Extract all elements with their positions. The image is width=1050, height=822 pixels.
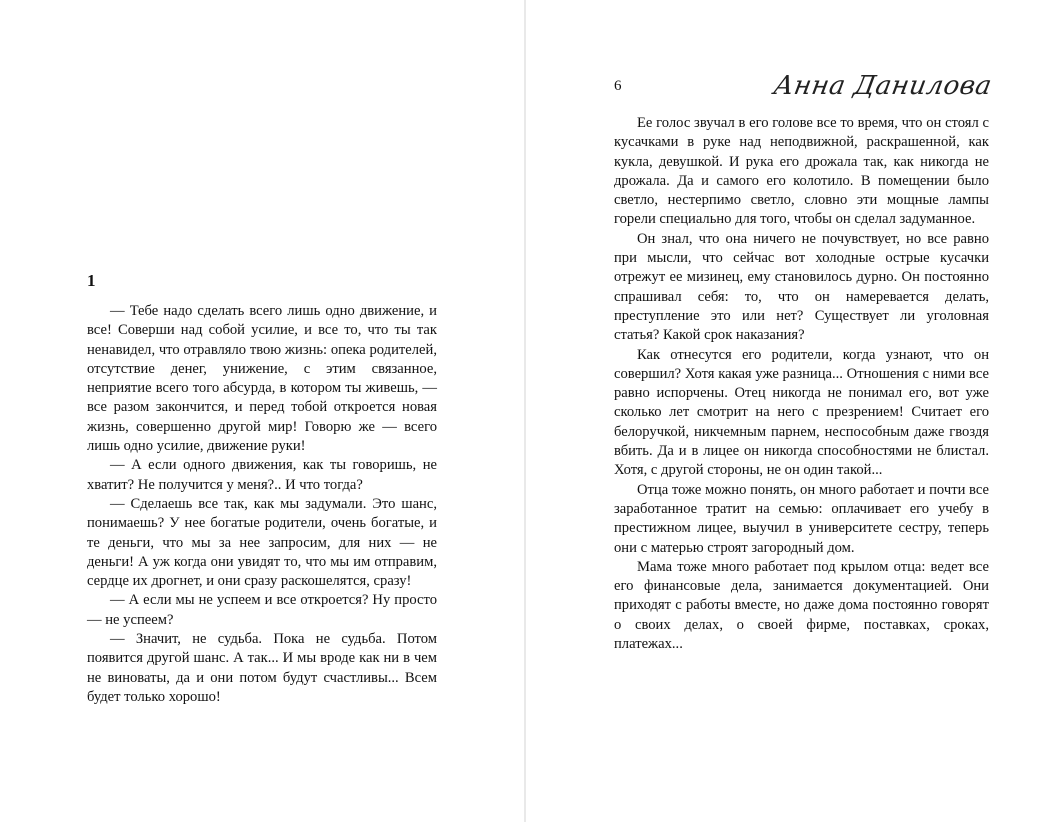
paragraph: — А если одного движения, как ты говоришь, не хватит? Не получится у меня?.. И что тогда? (87, 457, 437, 493)
right-page (526, 0, 1050, 822)
paragraph: — Тебе надо сделать всего лишь одно движение, и все! Соверши над собой усилие, и все то, что ты так ненавидел, что отравляло твою жизнь: опека родителей, отсутствие денег, унижение, с этим связанное, неприятие всего того абсурда, в котором ты живешь, — все разом закончится, и перед тобой откроется новая жизнь, совершенно другой мир! Говорю же — всего лишь одно усилие, движение руки! (87, 303, 437, 455)
chapter-number: 1 (87, 271, 96, 290)
paragraph: Мама тоже много работает под крылом отца: ведет все его финансовые дела, занимается документацией. Они приходят с работы вместе, но даже дома постоянно говорят о своих делах, о своей фирме, поставках, сроках, платежах... (614, 558, 989, 653)
paragraph: Отца тоже можно понять, он много работает и почти все заработанное тратит на семью: оплачивает его учебу в престижном лицее, выучил в университете сестру, теперь они с матерью строят загородный дом. (614, 481, 989, 556)
paragraph: — Значит, не судьба. Пока не судьба. Потом появится другой шанс. А так... И мы вроде как ни в чем не виноваты, да и они потом будут счастливы... Всем будет только хорошо! (87, 631, 437, 705)
paragraph: Как отнесутся его родители, когда узнают, что он совершил? Хотя какая уже разница... Отношения с ними все равно испорчены. Отец никогда не понимал его, вот уже сколько лет смотрит на него с презрением! Считает его белоручкой, никчемным парнем, неспособным даже гвоздя вбить. Да и в лицее он никогда способностями не блистал. Хотя, с другой стороны, не он один такой... (614, 346, 989, 479)
left-page-text (87, 302, 437, 707)
paragraph: Он знал, что она ничего не почувствует, но все равно при мысли, что сейчас вот холодные острые кусачки отрежут ее мизинец, ему становилось дурно. Он постоянно спрашивал себя: то, что он намеревается делать, преступление это или нет? Существует ли уголовная статья? Какой срок наказания? (614, 230, 989, 344)
page-number: 6 (614, 78, 622, 94)
right-page-text (614, 114, 989, 654)
paragraph: — А если мы не успеем и все откроется? Ну просто — не успеем? (87, 592, 437, 628)
paragraph: Ее голос звучал в его голове все то время, что он стоял с кусачками в руке над неподвижной, раскрашенной, как кукла, девушкой. И рука его дрожала так, как никогда не дрожала. Да и самого его колотило. В помещении было светло, нестерпимо светло, словно эти мощные лампы горели специально для того, чтобы он сделал задуманное. (614, 115, 989, 228)
left-page (0, 0, 524, 822)
paragraph: — Сделаешь все так, как мы задумали. Это шанс, понимаешь? У нее богатые родители, очень богатые, и те деньги, что мы за нее запросим, для них — не деньги! А уж когда они увидят то, что мы им отправим, сердце их дрогнет, и они сразу раскошелятся, сразу! (87, 495, 437, 590)
running-header-author: Анна Данилова (771, 71, 995, 101)
